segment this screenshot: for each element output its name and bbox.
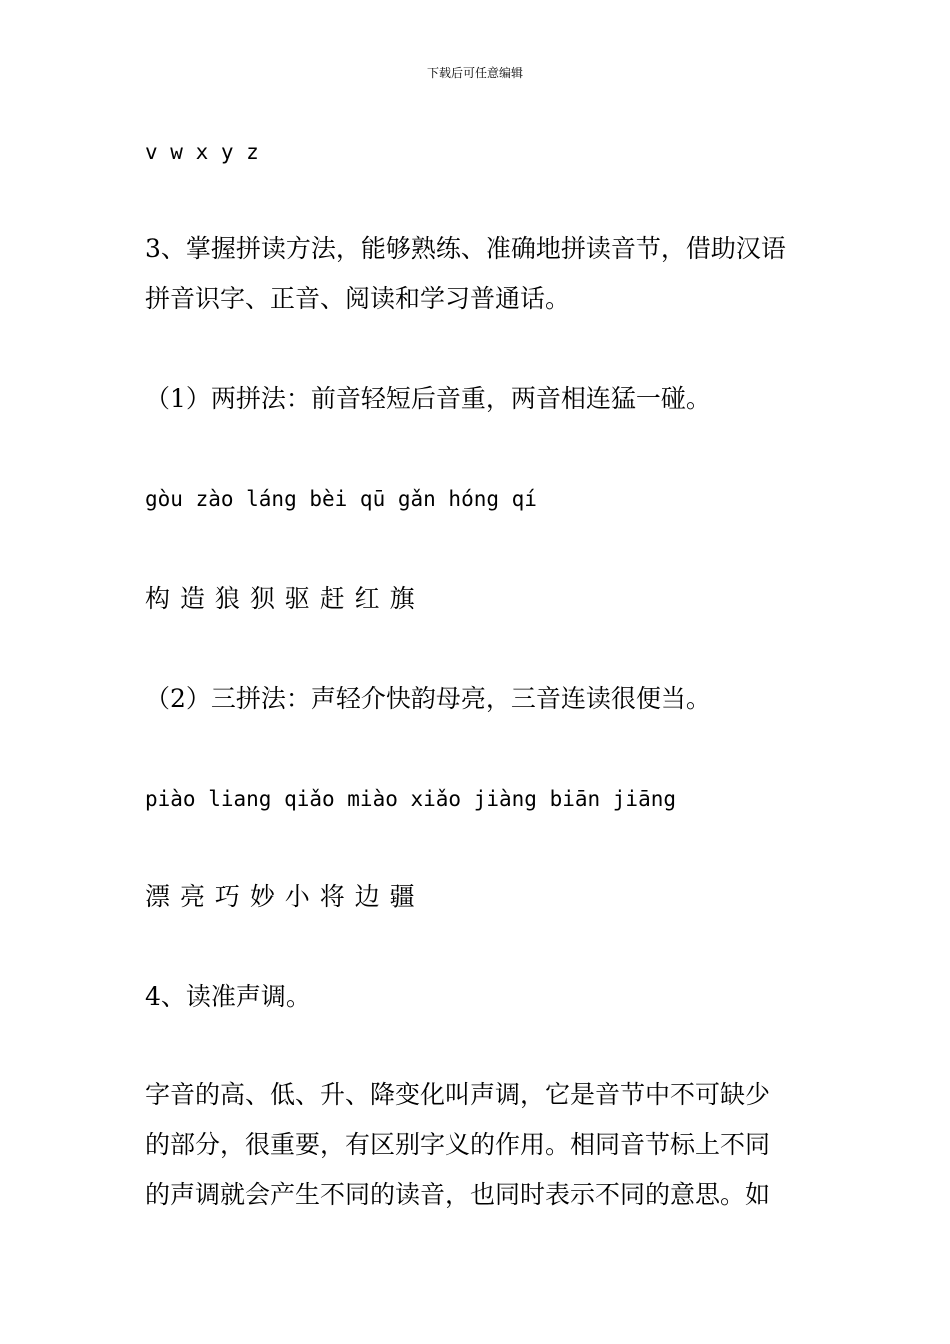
pinyin-line: piào liang qiǎo miào xiǎo jiàng biān jiāng xyxy=(145,787,677,811)
hanzi-line: 构 造 狼 狈 驱 赶 红 旗 xyxy=(145,584,415,613)
paragraph-line: 的声调就会产生不同的读音，也同时表示不同的意思。如 xyxy=(145,1180,771,1209)
paragraph-line: 3、掌握拼读方法，能够熟练、准确地拼读音节，借助汉语 xyxy=(145,234,786,263)
letter-line: v w x y z xyxy=(145,140,259,164)
pinyin-line: gòu zào láng bèi qū gǎn hóng qí xyxy=(145,487,537,511)
page-header: 下载后可任意编辑 xyxy=(426,66,523,80)
method-heading: （1）两拼法：前音轻短后音重，两音相连猛一碰。 xyxy=(145,384,711,413)
method-heading: （2）三拼法：声轻介快韵母亮，三音连读很便当。 xyxy=(145,684,711,713)
paragraph-line: 字音的高、低、升、降变化叫声调，它是音节中不可缺少 xyxy=(145,1080,771,1109)
section-heading: 4、读准声调。 xyxy=(145,982,311,1011)
hanzi-line: 漂 亮 巧 妙 小 将 边 疆 xyxy=(145,882,415,911)
paragraph-line: 拼音识字、正音、阅读和学习普通话。 xyxy=(145,284,571,313)
paragraph-line: 的部分，很重要，有区别字义的作用。相同音节标上不同 xyxy=(145,1130,771,1159)
